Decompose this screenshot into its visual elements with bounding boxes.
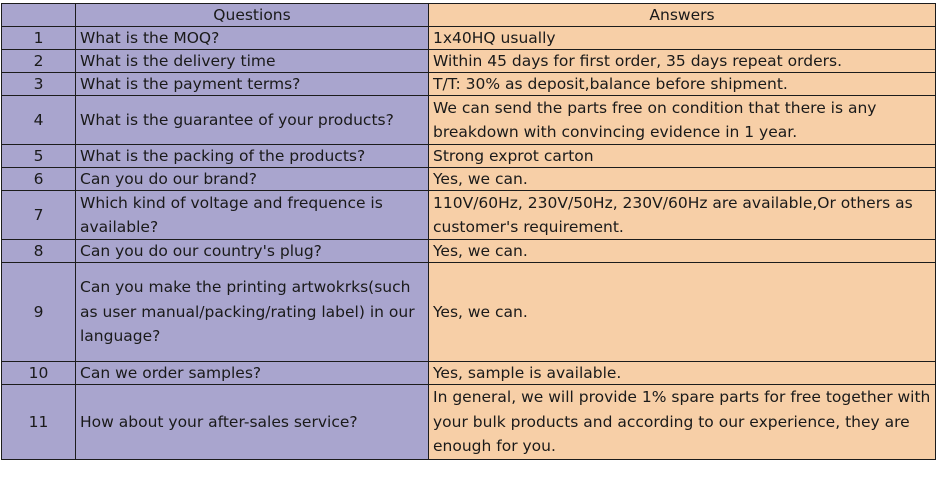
row-number: 8 (2, 240, 76, 263)
faq-table (1, 3, 936, 460)
table-row (2, 240, 936, 263)
question-cell: What is the payment terms? (76, 73, 429, 96)
answer-cell: Yes, we can. (429, 263, 936, 362)
row-number: 7 (2, 191, 76, 240)
table-row (2, 168, 936, 191)
question-cell: Can we order samples? (76, 362, 429, 385)
answer-cell: Yes, sample is available. (429, 362, 936, 385)
table-row (2, 96, 936, 145)
answer-cell: Within 45 days for first order, 35 days repeat orders. (429, 50, 936, 73)
question-cell: What is the MOQ? (76, 27, 429, 50)
table-row (2, 263, 936, 362)
header-row (2, 4, 936, 27)
row-number: 10 (2, 362, 76, 385)
row-number: 5 (2, 145, 76, 168)
question-cell: Can you make the printing artwokrks(such as user manual/packing/rating label) in our language? (76, 263, 429, 362)
answer-cell: In general, we will provide 1% spare parts for free together with your bulk products and according to our experience, they are enough for you. (429, 385, 936, 460)
question-cell: Which kind of voltage and frequence is available? (76, 191, 429, 240)
header-answers: Answers (429, 4, 936, 27)
table-row (2, 73, 936, 96)
answer-cell: Yes, we can. (429, 240, 936, 263)
table-row (2, 362, 936, 385)
table-row (2, 50, 936, 73)
row-number: 3 (2, 73, 76, 96)
row-number: 2 (2, 50, 76, 73)
row-number: 4 (2, 96, 76, 145)
header-questions: Questions (76, 4, 429, 27)
table-row (2, 385, 936, 460)
table-row (2, 145, 936, 168)
row-number: 11 (2, 385, 76, 460)
answer-cell: 1x40HQ usually (429, 27, 936, 50)
row-number: 9 (2, 263, 76, 362)
table-row (2, 191, 936, 240)
header-number (2, 4, 76, 27)
question-cell: What is the guarantee of your products? (76, 96, 429, 145)
answer-cell: Yes, we can. (429, 168, 936, 191)
row-number: 1 (2, 27, 76, 50)
question-cell: What is the delivery time (76, 50, 429, 73)
table-row (2, 27, 936, 50)
answer-cell: Strong exprot carton (429, 145, 936, 168)
question-cell: What is the packing of the products? (76, 145, 429, 168)
question-cell: Can you do our country's plug? (76, 240, 429, 263)
question-cell: How about your after-sales service? (76, 385, 429, 460)
row-number: 6 (2, 168, 76, 191)
answer-cell: We can send the parts free on condition that there is any breakdown with convincing evidence in 1 year. (429, 96, 936, 145)
question-cell: Can you do our brand? (76, 168, 429, 191)
answer-cell: T/T: 30% as deposit,balance before shipment. (429, 73, 936, 96)
answer-cell: 110V/60Hz, 230V/50Hz, 230V/60Hz are available,Or others as customer's requirement. (429, 191, 936, 240)
